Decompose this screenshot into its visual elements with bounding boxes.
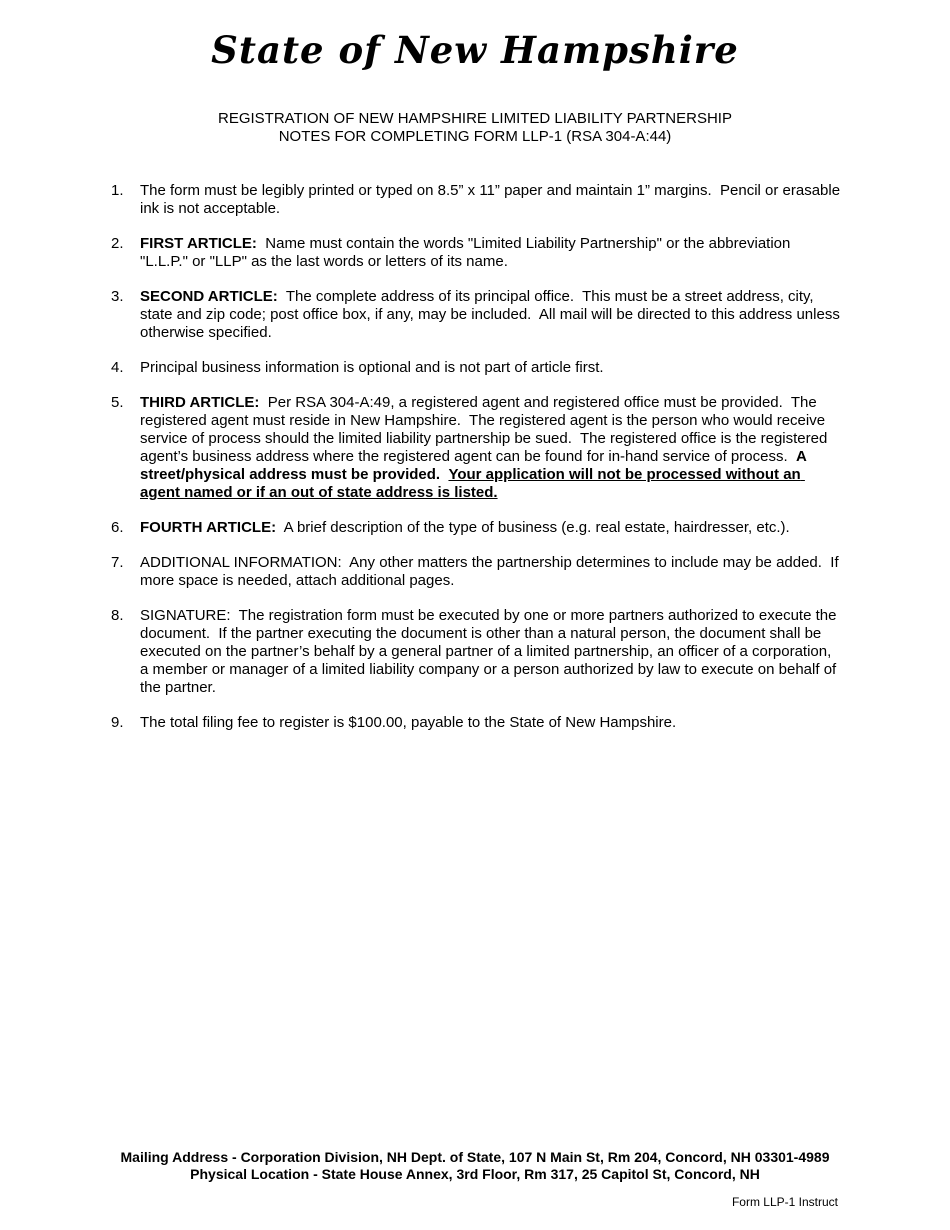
note-text-run: The total filing fee to register is $100.00, payable to the State of New Hampshire. bbox=[140, 714, 677, 731]
note-text bbox=[140, 288, 844, 342]
note-item bbox=[111, 554, 841, 590]
note-text-run: ADDITIONAL INFORMATION: Any other matters the partnership determines to include may be added. If more space is needed, attach additional pages. bbox=[140, 554, 843, 589]
state-title: State of New Hampshire bbox=[211, 28, 739, 72]
note-item bbox=[111, 235, 841, 271]
note-text bbox=[140, 359, 841, 377]
note-text-run: Name must contain the words "Limited Liability Partnership" or the abbreviation "L.L.P." or "LLP" as the last words or letters of its name. bbox=[140, 235, 795, 270]
form-identifier: Form LLP-1 Instruct bbox=[731, 1195, 838, 1209]
note-text bbox=[140, 607, 841, 697]
note-item bbox=[111, 359, 841, 377]
note-number: 3. bbox=[111, 288, 124, 305]
note-item bbox=[111, 394, 841, 502]
note-text-run: SIGNATURE: The registration form must be executed by one or more partners authorized to execute the document. If the partner executing the document is other than a natural person, the document shall be executed on the partner’s behalf by a general partner of a limited partnership, an officer of a corporation, a member or manager of a limited liability company or a person authorized by law to execute on behalf of the partner. bbox=[140, 607, 841, 696]
footer-addresses bbox=[0, 1149, 950, 1183]
note-text-run: Per RSA 304-A:49, a registered agent and registered office must be provided. The registered agent must reside in New Hampshire. The registered agent is the person who would receive service of process should the limited liability partnership be sued. The registered office is the registered agent’s business address where the registered agent can be found for in-hand service of process. bbox=[140, 394, 832, 465]
note-text-run: A brief description of the type of business (e.g. real estate, hairdresser, etc.). bbox=[276, 519, 790, 536]
heading-line-2: NOTES FOR COMPLETING FORM LLP-1 (RSA 304-A:44) bbox=[278, 128, 672, 145]
note-number: 6. bbox=[111, 519, 124, 536]
note-number: 4. bbox=[111, 359, 124, 376]
note-item bbox=[111, 714, 841, 732]
note-text-bold: THIRD ARTICLE: bbox=[140, 394, 260, 411]
note-text bbox=[140, 554, 841, 590]
notes-list bbox=[111, 182, 845, 749]
note-text-run: The form must be legibly printed or typed on 8.5” x 11” paper and maintain 1” margins. Pencil or erasable ink is not acceptable. bbox=[140, 182, 845, 217]
note-number: 9. bbox=[111, 714, 124, 731]
mailing-address: Mailing Address - Corporation Division, NH Dept. of State, 107 N Main St, Rm 204, Concord, NH 03301-4989 bbox=[120, 1149, 830, 1165]
note-text bbox=[140, 519, 841, 537]
note-text bbox=[140, 394, 841, 502]
note-text-bold: Your application will not be processed without an agent named or if an out of state address is listed. bbox=[140, 466, 805, 501]
note-text bbox=[140, 235, 841, 271]
note-number: 8. bbox=[111, 607, 124, 624]
note-text-bold: FOURTH ARTICLE: bbox=[140, 519, 277, 536]
note-number: 5. bbox=[111, 394, 124, 411]
note-number: 7. bbox=[111, 554, 124, 571]
note-text-run: Principal business information is optional and is not part of article first. bbox=[140, 359, 604, 376]
heading-line-1: REGISTRATION OF NEW HAMPSHIRE LIMITED LIABILITY PARTNERSHIP bbox=[218, 110, 732, 127]
note-text bbox=[140, 182, 845, 218]
form-heading bbox=[0, 110, 950, 146]
note-item bbox=[111, 182, 845, 218]
note-item bbox=[111, 519, 841, 537]
note-number: 1. bbox=[111, 182, 124, 199]
note-text-run: The complete address of its principal office. This must be a street address, city, state and zip code; post office box, if any, may be included. All mail will be directed to this address unless otherwise specified. bbox=[140, 288, 844, 341]
note-text bbox=[140, 714, 841, 732]
note-item bbox=[111, 607, 841, 697]
note-number: 2. bbox=[111, 235, 124, 252]
note-text-bold: FIRST ARTICLE: bbox=[140, 235, 257, 252]
physical-location: Physical Location - State House Annex, 3rd Floor, Rm 317, 25 Capitol St, Concord, NH bbox=[190, 1166, 760, 1182]
note-text-bold: A street/physical address must be provided. bbox=[140, 448, 811, 483]
note-text-bold: SECOND ARTICLE: bbox=[140, 288, 278, 305]
note-item bbox=[111, 288, 844, 342]
